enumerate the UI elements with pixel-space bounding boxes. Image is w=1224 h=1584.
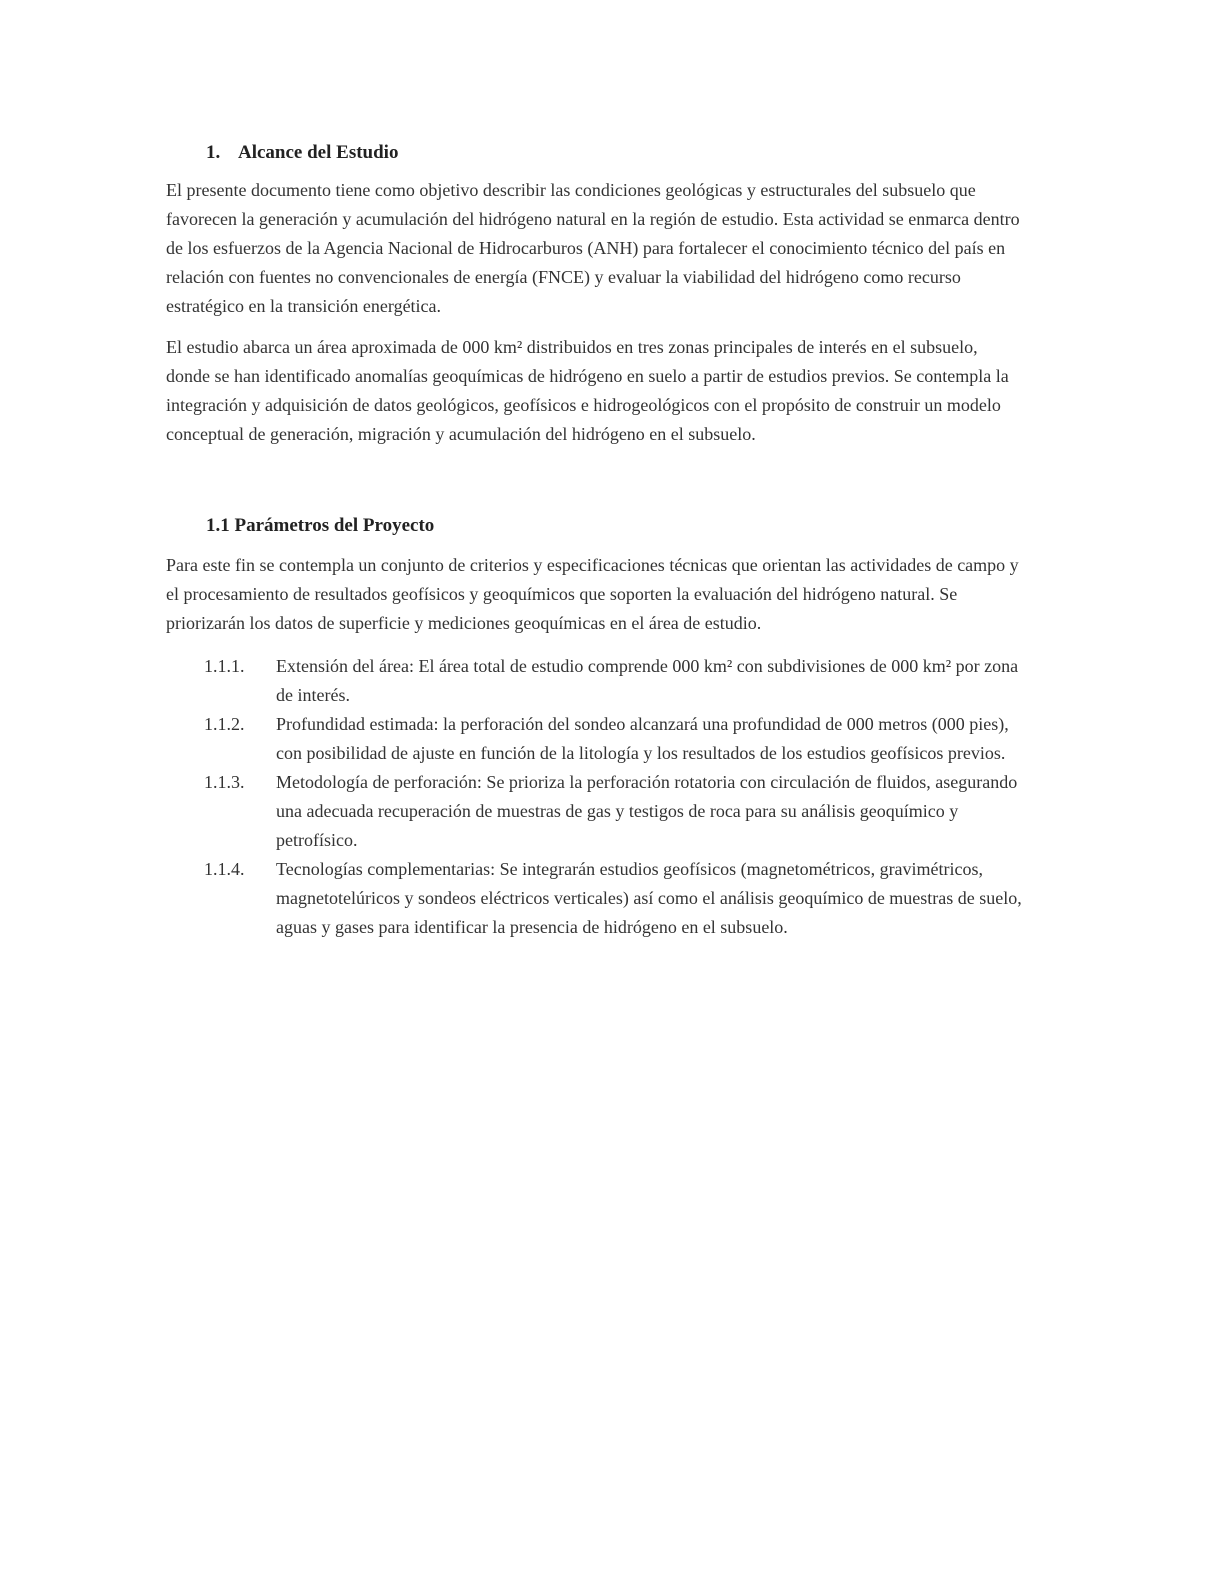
list-item-text: Metodología de perforación: Se prioriza la perforación rotatoria con circulación de fluidos, asegurando una adecuada recuperación de muestras de gas y testigos de roca para su análisis geoquímico y petrofísico. xyxy=(276,772,1018,850)
list-item-number: 1.1.3. xyxy=(204,772,245,792)
list-item-number: 1.1.1. xyxy=(204,656,245,676)
subsection-intro: Para este fin se contempla un conjunto de criterios y especificaciones técnicas que orientan las actividades de campo y el procesamiento de resultados geofísicos y geoquímicos que soporten la evaluación del hidrógeno natural. Se priorizarán los datos de superficie y mediciones geoquímicas en el área de estudio. xyxy=(166,555,1019,633)
list-item xyxy=(204,652,1024,710)
list-item-number: 1.1.4. xyxy=(204,859,245,879)
document-content xyxy=(166,138,1024,942)
list-item-number: 1.1.2. xyxy=(204,714,245,734)
section-number: 1. xyxy=(206,142,221,163)
list-item xyxy=(204,855,1024,942)
section-paragraph-2: El estudio abarca un área aproximada de 000 km² distribuidos en tres zonas principales de interés en el subsuelo, donde se han identificado anomalías geoquímicas de hidrógeno en suelo a partir de estudios previos. Se contempla la integración y adquisición de datos geológicos, geofísicos e hidrogeológicos con el propósito de construir un modelo conceptual de generación, migración y acumulación del hidrógeno en el subsuelo. xyxy=(166,337,1009,444)
parameters-list xyxy=(204,652,1024,942)
list-item-text: Tecnologías complementarias: Se integrarán estudios geofísicos (magnetométricos, gravimétricos, magnetotelúricos y sondeos eléctricos verticales) así como el análisis geoquímico de muestras de suelo, aguas y gases para identificar la presencia de hidrógeno en el subsuelo. xyxy=(276,859,1022,937)
section-title: Alcance del Estudio xyxy=(238,142,399,163)
list-item-text: Extensión del área: El área total de estudio comprende 000 km² con subdivisiones de 000 km² por zona de interés. xyxy=(276,656,1019,705)
section-heading xyxy=(206,138,1024,168)
section-paragraph-1: El presente documento tiene como objetivo describir las condiciones geológicas y estructurales del subsuelo que favorecen la generación y acumulación del hidrógeno natural en la región de estudio. Esta actividad se enmarca dentro de los esfuerzos de la Agencia Nacional de Hidrocarburos (ANH) para fortalecer el conocimiento técnico del país en relación con fuentes no convencionales de energía (FNCE) y evaluar la viabilidad del hidrógeno como recurso estratégico en la transición energética. xyxy=(166,180,1020,316)
list-item xyxy=(204,768,1024,855)
list-item-text: Profundidad estimada: la perforación del sondeo alcanzará una profundidad de 000 metros (000 pies), con posibilidad de ajuste en función de la litología y los resultados de los estudios geofísicos previos. xyxy=(276,714,1009,763)
list-item xyxy=(204,710,1024,768)
subsection-heading: 1.1 Parámetros del Proyecto xyxy=(206,515,435,536)
